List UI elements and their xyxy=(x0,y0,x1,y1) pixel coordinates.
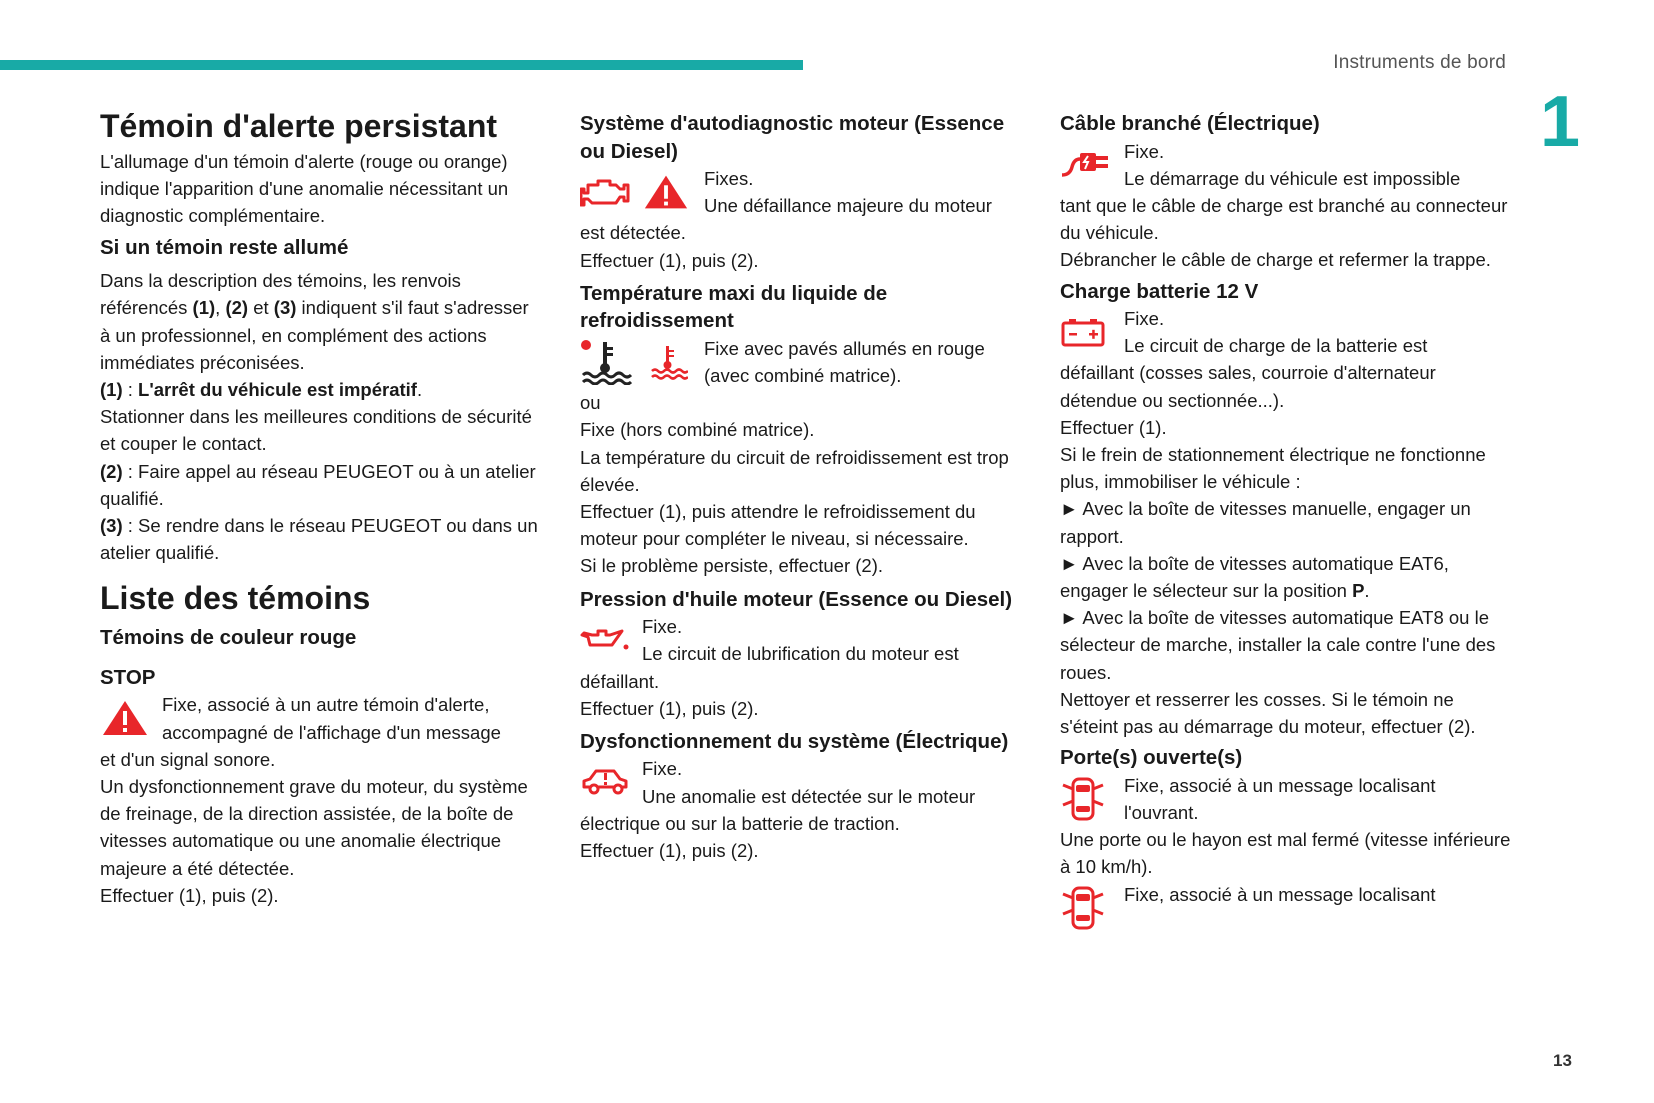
system-text: Une anomalie est détectée sur le moteur xyxy=(642,785,976,807)
oil-can-icon xyxy=(580,613,642,667)
cable-text-cont: tant que le câble de charge est branché au connecteur du véhicule. xyxy=(1060,194,1508,244)
battery-action: Effectuer (1). xyxy=(1060,416,1167,438)
battery-text-cont: défaillant (cosses sales, courroie d'alternateur détendue ou sectionnée...). xyxy=(1060,362,1436,411)
bullet-eat6: ► Avec la boîte de vitesses automatique EAT6, engager le sélecteur sur la position P. xyxy=(1060,552,1449,602)
system-fixe: Fixe. xyxy=(642,758,683,780)
bullet-manual: ► Avec la boîte de vitesses manuelle, engager un rapport. xyxy=(1060,498,1471,547)
battery-text: Le circuit de charge de la batterie est xyxy=(1124,335,1428,357)
coolant-text-alt: Fixe (hors combiné matrice). xyxy=(580,419,815,441)
coolant-or: ou xyxy=(580,392,601,414)
system-action: Effectuer (1), puis (2). xyxy=(580,840,759,862)
coolant-persist: Si le problème persiste, effectuer (2). xyxy=(580,555,883,577)
page-number: 13 xyxy=(1553,1051,1572,1070)
stop-description: Un dysfonctionnement grave du moteur, du système de freinage, de la direction assistée, de la boîte de vitesses automatique ou une anomalie électrique majeure a été détectée. xyxy=(100,775,528,879)
coolant-action: Effectuer (1), puis attendre le refroidissement du moteur pour compléter le niveau, si nécessaire. xyxy=(580,501,976,550)
door-description: Une porte ou le hayon est mal fermé (vitesse inférieure à 10 km/h). xyxy=(1060,829,1511,878)
coolant-text: Fixe avec pavés allumés en rouge (avec combiné matrice). xyxy=(704,337,985,387)
bullet-arrow-icon: ► xyxy=(1060,498,1079,520)
coolant-temperature-small-icon xyxy=(650,343,688,381)
cable-entry xyxy=(1060,138,1515,192)
coolant-entry xyxy=(580,335,1030,389)
oil-entry xyxy=(580,613,1030,667)
car-fault-icon xyxy=(580,755,642,809)
bullet-arrow-icon: ► xyxy=(1060,552,1079,574)
heading-doors: Porte(s) ouverte(s) xyxy=(1060,746,1243,770)
diagnostic-entry xyxy=(580,165,1030,219)
oil-text-cont: défaillant. xyxy=(580,670,660,692)
cable-fixe: Fixe. xyxy=(1124,140,1165,162)
ref1-text: Stationner dans les meilleures conditions de sécurité et couper le contact. xyxy=(100,406,532,455)
ref3-line: (3) : Se rendre dans le réseau PEUGEOT ou dans un atelier qualifié. xyxy=(100,514,538,564)
cable-unplug: Débrancher le câble de charge et refermer la trappe. xyxy=(1060,249,1491,271)
diagnostic-text: Une défaillance majeure du moteur xyxy=(704,195,992,217)
chapter-number: 1 xyxy=(1540,82,1581,162)
heading-list: Liste des témoins xyxy=(100,580,371,617)
oil-text: Le circuit de lubrification du moteur est xyxy=(642,643,959,665)
warning-triangle-icon xyxy=(642,172,690,212)
section-title: Instruments de bord xyxy=(1333,52,1506,73)
oil-action: Effectuer (1), puis (2). xyxy=(580,697,759,719)
heading-system-fault: Dysfonctionnement du système (Électrique) xyxy=(580,729,1009,753)
battery-entry xyxy=(1060,305,1515,359)
heading-stays-on: Si un témoin reste allumé xyxy=(100,235,349,259)
column-left xyxy=(100,104,542,909)
cable-text: Le démarrage du véhicule est impossible xyxy=(1124,167,1461,189)
intro-text: L'allumage d'un témoin d'alerte (rouge ou orange) indique l'apparition d'une anomalie nécessitant un diagnostic complémentaire. xyxy=(100,151,509,227)
coolant-description: La température du circuit de refroidissement est trop élevée. xyxy=(580,446,1009,495)
door-entry-1 xyxy=(1060,772,1515,826)
column-middle xyxy=(580,104,1030,864)
battery-brake: Si le frein de stationnement électrique ne fonctionne plus, immobiliser le véhicule : xyxy=(1060,444,1486,493)
system-entry xyxy=(580,755,1030,809)
heading-coolant: Température maxi du liquide de refroidissement xyxy=(580,281,888,333)
references-paragraph: Dans la description des témoins, les renvois référencés (1), (2) et (3) indiquent s'il faut s'adresser à un professionnel, en complément des actions immédiates préconisées. xyxy=(100,270,529,373)
stop-text-cont: et d'un signal sonore. xyxy=(100,748,276,770)
heading-battery: Charge batterie 12 V xyxy=(1060,279,1259,303)
system-text-cont: électrique ou sur la batterie de traction. xyxy=(580,812,900,834)
column-right xyxy=(1060,104,1515,935)
oil-fixe: Fixe. xyxy=(642,616,683,638)
door-text: Fixe, associé à un message localisant l'ouvrant. xyxy=(1124,774,1436,823)
stop-action: Effectuer (1), puis (2). xyxy=(100,884,279,906)
charging-plug-icon xyxy=(1060,138,1124,192)
heading-red-indicators: Témoins de couleur rouge xyxy=(100,626,357,650)
stop-text: Fixe, associé à un autre témoin d'alerte, accompagné de l'affichage d'un message xyxy=(162,694,501,743)
diagnostic-text-cont: est détectée. xyxy=(580,222,686,244)
bullet-eat8: ► Avec la boîte de vitesses automatique EAT8 ou le sélecteur de marche, installer la cale contre l'une des roues. xyxy=(1060,607,1496,683)
warning-triangle-icon xyxy=(100,691,162,745)
coolant-temperature-icon xyxy=(580,339,632,385)
diagnostic-fixes: Fixes. xyxy=(704,168,754,189)
heading-oil-pressure: Pression d'huile moteur (Essence ou Diesel) xyxy=(580,587,1013,611)
battery-clean: Nettoyer et resserrer les cosses. Si le témoin ne s'éteint pas au démarrage du moteur, effectuer (2). xyxy=(1060,688,1476,738)
engine-check-icon xyxy=(580,175,630,209)
door-entry-2 xyxy=(1060,881,1515,908)
battery-fixe: Fixe. xyxy=(1124,308,1165,330)
door-open-icon xyxy=(1060,772,1124,826)
ref1-line: (1) : L'arrêt du véhicule est impératif. xyxy=(100,378,423,400)
diagnostic-action: Effectuer (1), puis (2). xyxy=(580,249,759,271)
heading-diagnostic: Système d'autodiagnostic moteur (Essence ou Diesel) xyxy=(580,112,1005,163)
heading-cable: Câble branché (Électrique) xyxy=(1060,112,1320,135)
battery-icon xyxy=(1060,305,1124,359)
door-text-2: Fixe, associé à un message localisant xyxy=(1124,883,1436,905)
heading-alert: Témoin d'alerte persistant xyxy=(100,108,498,144)
door-open-icon xyxy=(1060,881,1124,935)
ref2-line: (2) : Faire appel au réseau PEUGEOT ou à un atelier qualifié. xyxy=(100,460,536,509)
bullet-arrow-icon: ► xyxy=(1060,607,1079,629)
accent-bar xyxy=(0,60,803,70)
stop-entry xyxy=(100,691,542,745)
heading-stop: STOP xyxy=(100,665,156,689)
